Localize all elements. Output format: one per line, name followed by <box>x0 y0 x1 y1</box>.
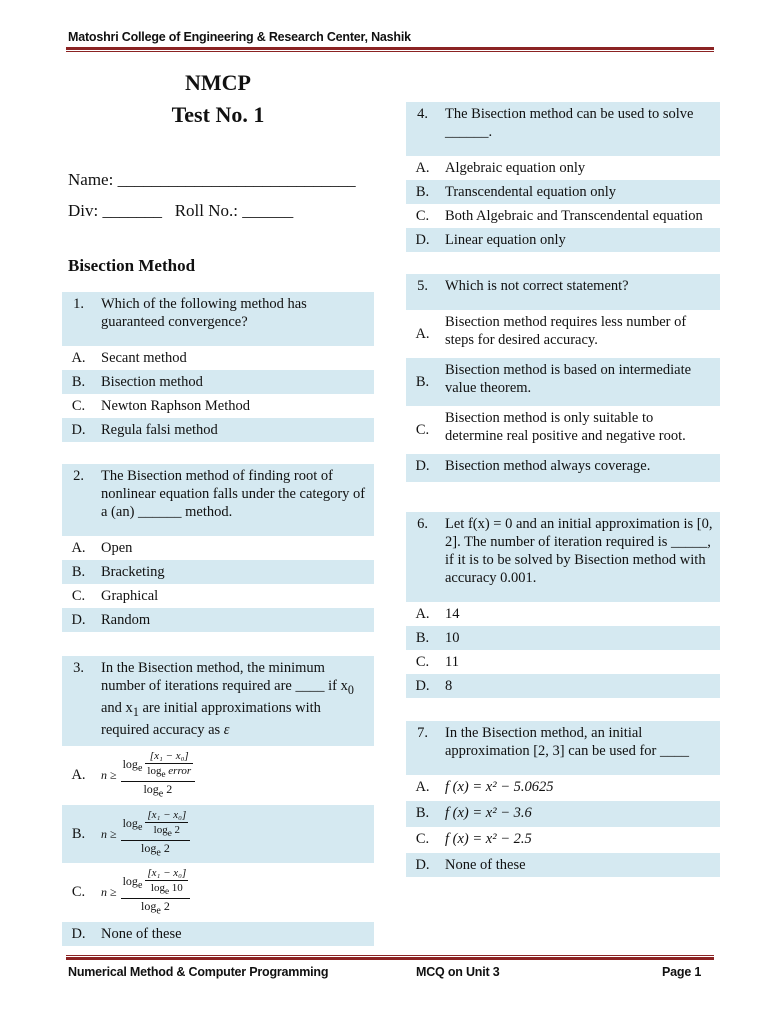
option-text: f (x) = x² − 2.5 <box>439 827 720 853</box>
option-text: Random <box>95 608 374 632</box>
option-text: None of these <box>439 853 720 877</box>
option-text: Regula falsi method <box>95 418 374 442</box>
option-key: C. <box>406 650 439 674</box>
option-key: B. <box>62 370 95 394</box>
option-row <box>62 584 374 608</box>
option-row <box>406 801 720 827</box>
option-key: A. <box>62 536 95 560</box>
footer-page: Page 1 <box>662 965 702 979</box>
section-heading: Bisection Method <box>68 256 196 275</box>
option-key: D. <box>62 608 95 632</box>
option-text: Graphical <box>95 584 374 608</box>
option-key: A. <box>62 346 95 370</box>
option-row <box>406 454 720 482</box>
option-text: Bisection method requires less number of steps for desired accuracy. <box>439 310 720 358</box>
question-number: 1. <box>62 292 95 346</box>
header-rule <box>66 47 714 52</box>
option-row <box>62 394 374 418</box>
question-text: The Bisection method can be used to solve ______. <box>439 102 720 156</box>
option-key: A. <box>406 602 439 626</box>
option-row <box>62 805 374 864</box>
question-text: In the Bisection method, the minimum number of iterations required are ____ if $x_0$ and $x_1$ are initial approximations with required accuracy as ε <box>95 656 374 746</box>
option-row <box>62 863 374 922</box>
option-row <box>406 853 720 877</box>
option-row <box>406 650 720 674</box>
option-key: A. <box>406 156 439 180</box>
question-1 <box>62 292 374 442</box>
option-row <box>62 608 374 632</box>
question-2 <box>62 464 374 632</box>
test-subtitle: Test No. 1 <box>171 102 265 127</box>
question-text: Which of the following method has guaranteed convergence? <box>95 292 374 346</box>
question-text: Let f(x) = 0 and an initial approximation is [0, 2]. The number of iteration required is _____, if it is to be solved by Bisection method with accuracy 0.001. <box>439 512 720 602</box>
option-text: 14 <box>439 602 720 626</box>
option-text: Both Algebraic and Transcendental equation <box>439 204 720 228</box>
option-text: Newton Raphson Method <box>95 394 374 418</box>
option-formula: n ≥ $\log_e$ $\frac{\text{[x₁ − x₀]}}{\log_e 2}$ $\log_e 2$ <box>95 805 374 864</box>
option-text: Transcendental equation only <box>439 180 720 204</box>
option-key: A. <box>406 775 439 801</box>
option-row <box>406 310 720 358</box>
option-row <box>62 370 374 394</box>
option-row <box>406 827 720 853</box>
option-text: None of these <box>95 922 374 946</box>
option-row <box>406 602 720 626</box>
option-row <box>62 560 374 584</box>
option-text: 11 <box>439 650 720 674</box>
option-key: A. <box>406 310 439 358</box>
option-key: D. <box>406 674 439 698</box>
option-text: 10 <box>439 626 720 650</box>
page-header: Matoshri College of Engineering & Research Center, Nashik <box>68 30 411 44</box>
question-number: 3. <box>62 656 95 746</box>
option-key: D. <box>62 922 95 946</box>
option-text: Secant method <box>95 346 374 370</box>
question-number: 5. <box>406 274 439 310</box>
option-row <box>406 626 720 650</box>
option-key: B. <box>406 358 439 406</box>
option-key: B. <box>62 805 95 864</box>
question-number: 2. <box>62 464 95 536</box>
option-row <box>406 674 720 698</box>
option-text: Bracketing <box>95 560 374 584</box>
option-row <box>406 406 720 454</box>
option-row <box>406 180 720 204</box>
question-7 <box>406 721 720 877</box>
option-key: A. <box>62 746 95 805</box>
option-row <box>406 775 720 801</box>
option-row <box>62 746 374 805</box>
option-row <box>62 536 374 560</box>
option-row <box>62 418 374 442</box>
option-text: Algebraic equation only <box>439 156 720 180</box>
question-3 <box>62 656 374 946</box>
option-text: Bisection method is based on intermediate value theorem. <box>439 358 720 406</box>
option-key: C. <box>406 204 439 228</box>
option-row <box>62 346 374 370</box>
question-text: The Bisection method of finding root of nonlinear equation falls under the category of a (an) ______ method. <box>95 464 374 536</box>
option-formula: n ≥ $\log_e$ $\frac{\text{[x₁ − x₀]}}{\log_e error}$ $\log_e 2$ <box>95 746 374 805</box>
question-text: In the Bisection method, an initial approximation [2, 3] can be used for ____ <box>439 721 720 775</box>
question-4 <box>406 102 720 252</box>
div-roll-field: Div: _______ Roll No.: ______ <box>68 201 294 220</box>
option-key: B. <box>62 560 95 584</box>
option-key: C. <box>406 827 439 853</box>
question-number: 7. <box>406 721 439 775</box>
question-6 <box>406 512 720 698</box>
option-text: Bisection method <box>95 370 374 394</box>
footer-left: Numerical Method & Computer Programming <box>68 965 329 979</box>
option-key: B. <box>406 801 439 827</box>
option-text: Bisection method is only suitable to determine real positive and negative root. <box>439 406 720 454</box>
option-row <box>406 228 720 252</box>
option-key: C. <box>62 584 95 608</box>
option-text: f (x) = x² − 3.6 <box>439 801 720 827</box>
option-key: D. <box>406 454 439 482</box>
option-key: C. <box>62 394 95 418</box>
option-text: f (x) = x² − 5.0625 <box>439 775 720 801</box>
option-key: D. <box>62 418 95 442</box>
option-formula: n ≥ $\log_e$ $\frac{\text{[x₁ − x₀]}}{\log_e 10}$ $\log_e 2$ <box>95 863 374 922</box>
option-key: D. <box>406 853 439 877</box>
option-key: C. <box>406 406 439 454</box>
option-row <box>62 922 374 946</box>
footer-mid: MCQ on Unit 3 <box>416 965 500 979</box>
option-key: B. <box>406 180 439 204</box>
option-row <box>406 156 720 180</box>
question-text: Which is not correct statement? <box>439 274 720 310</box>
option-text: Open <box>95 536 374 560</box>
footer-rule <box>66 955 714 960</box>
option-key: C. <box>62 863 95 922</box>
option-text: Bisection method always coverage. <box>439 454 720 482</box>
question-5 <box>406 274 720 482</box>
option-text: 8 <box>439 674 720 698</box>
option-row <box>406 204 720 228</box>
option-key: B. <box>406 626 439 650</box>
question-number: 6. <box>406 512 439 602</box>
question-number: 4. <box>406 102 439 156</box>
option-row <box>406 358 720 406</box>
name-field: Name: ____________________________ <box>68 170 356 189</box>
test-title: NMCP <box>185 70 251 95</box>
option-text: Linear equation only <box>439 228 720 252</box>
option-key: D. <box>406 228 439 252</box>
